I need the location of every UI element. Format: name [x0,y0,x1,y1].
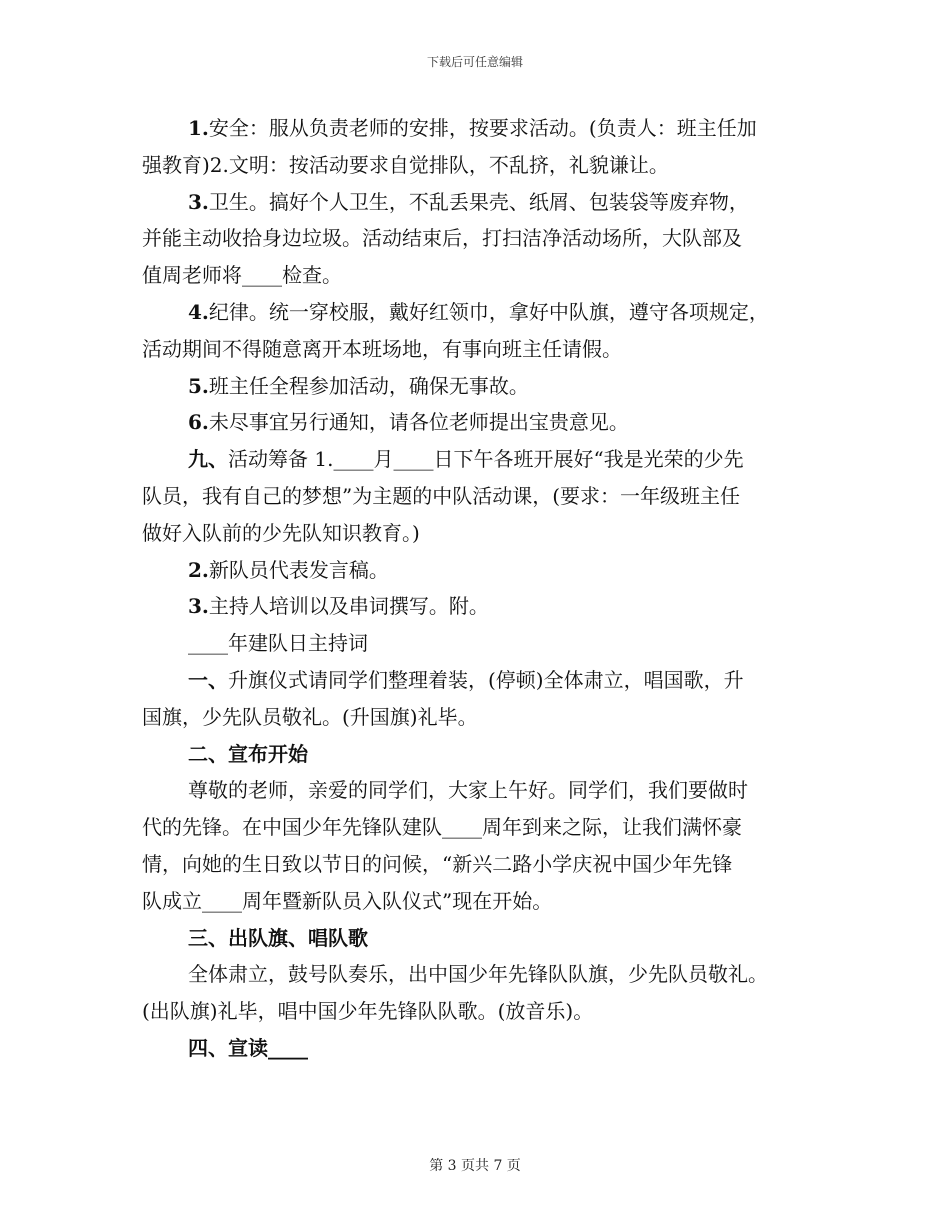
text-line [142,625,807,662]
line-text: 值周老师将____检查。 [142,263,342,288]
text-line [142,1030,807,1067]
item-number: 一、 [188,667,228,692]
item-number: 二、 [188,741,228,766]
line-text: 卫生。搞好个人卫生，不乱丢果壳、纸屑、包装袋等废弃物， [208,189,749,214]
text-line [142,368,807,405]
text-line [142,441,807,478]
line-text: ____年建队日主持词 [188,631,368,656]
line-text: 尊敬的老师，亲爱的同学们，大家上午好。同学们，我们要做时 [188,778,748,803]
text-line [142,552,807,589]
text-line [142,662,807,699]
item-number: 5. [188,373,209,398]
line-text: (出队旗)礼毕，唱中国少年先锋队队歌。(放音乐)。 [142,999,594,1024]
text-line [142,772,807,809]
page-number: 第 3 页共 7 页 [429,1158,521,1174]
line-text: 队成立____周年暨新队员入队仪式”现在开始。 [142,888,553,913]
text-line [142,404,807,441]
line-text: 安全：服从负责老师的安排，按要求活动。(负责人：班主任加 [208,116,757,140]
document-body [142,110,807,1067]
line-text: 活动筹备 1.____月____日下午各班开展好“我是光荣的少先 [228,447,744,472]
line-text: 未尽事宜另行通知，请各位老师提出宝贵意见。 [208,410,629,435]
text-line [142,294,807,331]
text-line [142,257,807,294]
line-text: 代的先锋。在中国少年先锋队建队____周年到来之际，让我们满怀豪 [142,815,742,840]
line-text: 主持人培训以及串词撰写。附。 [208,594,489,619]
text-line [142,184,807,221]
item-number: 3. [188,189,209,214]
text-line [142,478,807,515]
text-line [142,515,807,552]
item-number: 4. [188,299,209,324]
text-line [142,956,807,993]
item-number: 2. [188,557,209,582]
line-text: 做好入队前的少先队知识教育。) [142,520,420,545]
line-text: 升旗仪式请同学们整理着装，(停顿)全体肃立，唱国歌，升 [228,667,744,692]
line-text: 情，向她的生日致以节日的问候，“新兴二路小学庆祝中国少年先锋 [142,851,733,876]
item-number: 3. [188,594,209,619]
text-line [142,883,807,920]
text-line [142,920,807,957]
page-header: 下载后可任意编辑 [426,55,523,69]
section-heading: 出队旗、唱队歌 [228,925,368,950]
text-line [142,736,807,773]
item-number: 1. [188,116,209,140]
line-text: 强教育)2.文明：按活动要求自觉排队，不乱挤，礼貌谦让。 [142,152,669,177]
item-number: 三、 [188,925,228,950]
item-number: 四、 [188,1035,228,1060]
text-line [142,220,807,257]
line-text: 国旗，少先队员敬礼。(升国旗)礼毕。 [142,704,478,729]
text-line [142,699,807,736]
section-heading: 宣布开始 [228,741,308,766]
line-text: 新队员代表发言稿。 [208,557,389,582]
text-line [142,110,807,147]
text-line [142,993,807,1030]
line-text: 并能主动收拾身边垃圾。活动结束后，打扫洁净活动场所，大队部及 [142,226,742,251]
line-text: 纪律。统一穿校服，戴好红领巾，拿好中队旗，遵守各项规定， [208,299,769,324]
text-line [142,331,807,368]
text-line [142,147,807,184]
line-text: 队员，我有自己的梦想”为主题的中队活动课，(要求：一年级班主任 [142,483,741,508]
text-line [142,809,807,846]
section-heading: 宣读____ [228,1035,308,1060]
item-number: 九、 [188,447,228,472]
item-number: 6. [188,410,209,435]
line-text: 班主任全程参加活动，确保无事故。 [208,373,529,398]
text-line [142,846,807,883]
text-line [142,588,807,625]
line-text: 活动期间不得随意离开本班场地，有事向班主任请假。 [142,336,622,361]
line-text: 全体肃立，鼓号队奏乐，出中国少年先锋队队旗，少先队员敬礼。 [188,962,768,987]
